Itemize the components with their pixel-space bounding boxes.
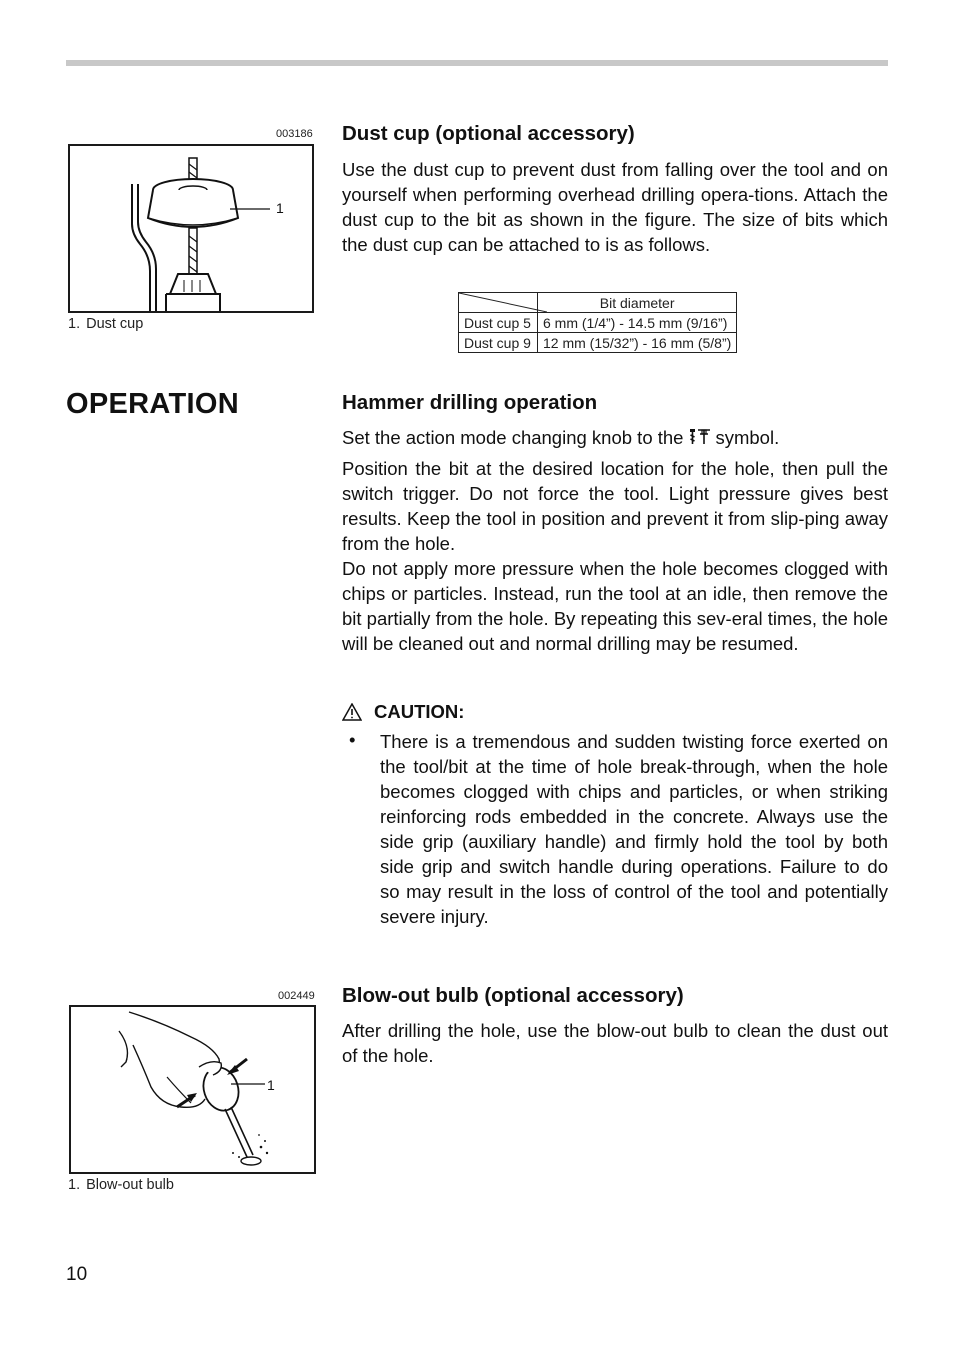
- dust-cup-illustration: [70, 146, 312, 311]
- warning-triangle-icon: [342, 703, 362, 721]
- top-rule: [66, 60, 888, 66]
- operation-title: OPERATION: [66, 388, 239, 420]
- dust-cup-paragraph: Use the dust cup to prevent dust from falling over the tool and on yourself when performing overhead drilling opera-tions. Attach the dust cup to the bit as shown in the figure. The size of bits which the dust cup can be attached to is as follows.: [342, 159, 888, 255]
- action-mode-text-end: symbol.: [715, 427, 780, 448]
- caption-number: 1.: [68, 316, 81, 332]
- diagonal-line: [459, 293, 547, 312]
- blowout-bulb-illustration: [71, 1007, 314, 1172]
- caution-heading: [342, 701, 464, 723]
- dust-cup-caption: [68, 316, 143, 332]
- page-number: 10: [66, 1264, 88, 1285]
- hammer-paragraph-1: Position the bit at the desired location for the hole, then pull the switch trigger. Do not force the tool. Light pressure gives best results. Keep the tool in position and prevent it from slip-ping away from the hole.: [342, 458, 888, 554]
- table-row-label: Dust cup 9: [459, 333, 538, 353]
- caption-text: Dust cup: [86, 316, 144, 332]
- dust-cup-figure: [68, 144, 314, 313]
- caption-text: Blow-out bulb: [86, 1177, 174, 1193]
- callout-1-dust-cup: 1: [276, 200, 284, 216]
- bullet-icon: •: [349, 729, 356, 750]
- hammer-drill-symbol-icon: [689, 427, 711, 452]
- table-row: [459, 333, 737, 353]
- table-header-bit-diameter: Bit diameter: [538, 293, 737, 313]
- table-header-row: [459, 293, 737, 313]
- caution-text: There is a tremendous and sudden twisting force exerted on the tool/bit at the time of hole break-through, when the hole becomes clogged with chips and particles, or when striking reinforcing rods embedded in the concrete. Always use the side grip (auxiliary handle) and firmly hold the tool by both side grip and switch handle during operations. Failure to do so may result in the loss of control of the tool and potentially severe injury.: [380, 731, 888, 927]
- blowout-bulb-paragraph: After drilling the hole, use the blow-out bulb to clean the dust out of the hole.: [342, 1020, 888, 1066]
- dust-cup-heading: Dust cup (optional accessory): [342, 122, 635, 145]
- bit-diameter-table: [458, 292, 737, 353]
- action-mode-line: [342, 425, 888, 452]
- table-row-value: 6 mm (1/4”) - 14.5 mm (9/16”): [538, 313, 737, 333]
- table-corner-cell: [459, 293, 538, 313]
- blowout-bulb-heading: Blow-out bulb (optional accessory): [342, 984, 684, 1007]
- action-mode-text: Set the action mode changing knob to the: [342, 427, 684, 448]
- callout-1-blowout: 1: [267, 1077, 275, 1093]
- blowout-bulb-caption: [68, 1177, 174, 1193]
- caption-number: 1.: [68, 1177, 81, 1193]
- blowout-bulb-figure: [69, 1005, 316, 1174]
- caution-label: CAUTION:: [374, 701, 465, 722]
- figure-code-blowout: 002449: [278, 990, 315, 1002]
- table-row: [459, 313, 737, 333]
- figure-code-dust-cup: 003186: [276, 128, 313, 140]
- table-row-label: Dust cup 5: [459, 313, 538, 333]
- hammer-paragraph-2: Do not apply more pressure when the hole becomes clogged with chips or particles. Instead, run the tool at an idle, then remove the bit partially from the hole. By repeating this sev-eral times, the hole will be cleaned out and normal drilling may be resumed.: [342, 558, 889, 654]
- table-row-value: 12 mm (15/32”) - 16 mm (5/8”): [538, 333, 737, 353]
- hammer-drilling-heading: Hammer drilling operation: [342, 391, 598, 414]
